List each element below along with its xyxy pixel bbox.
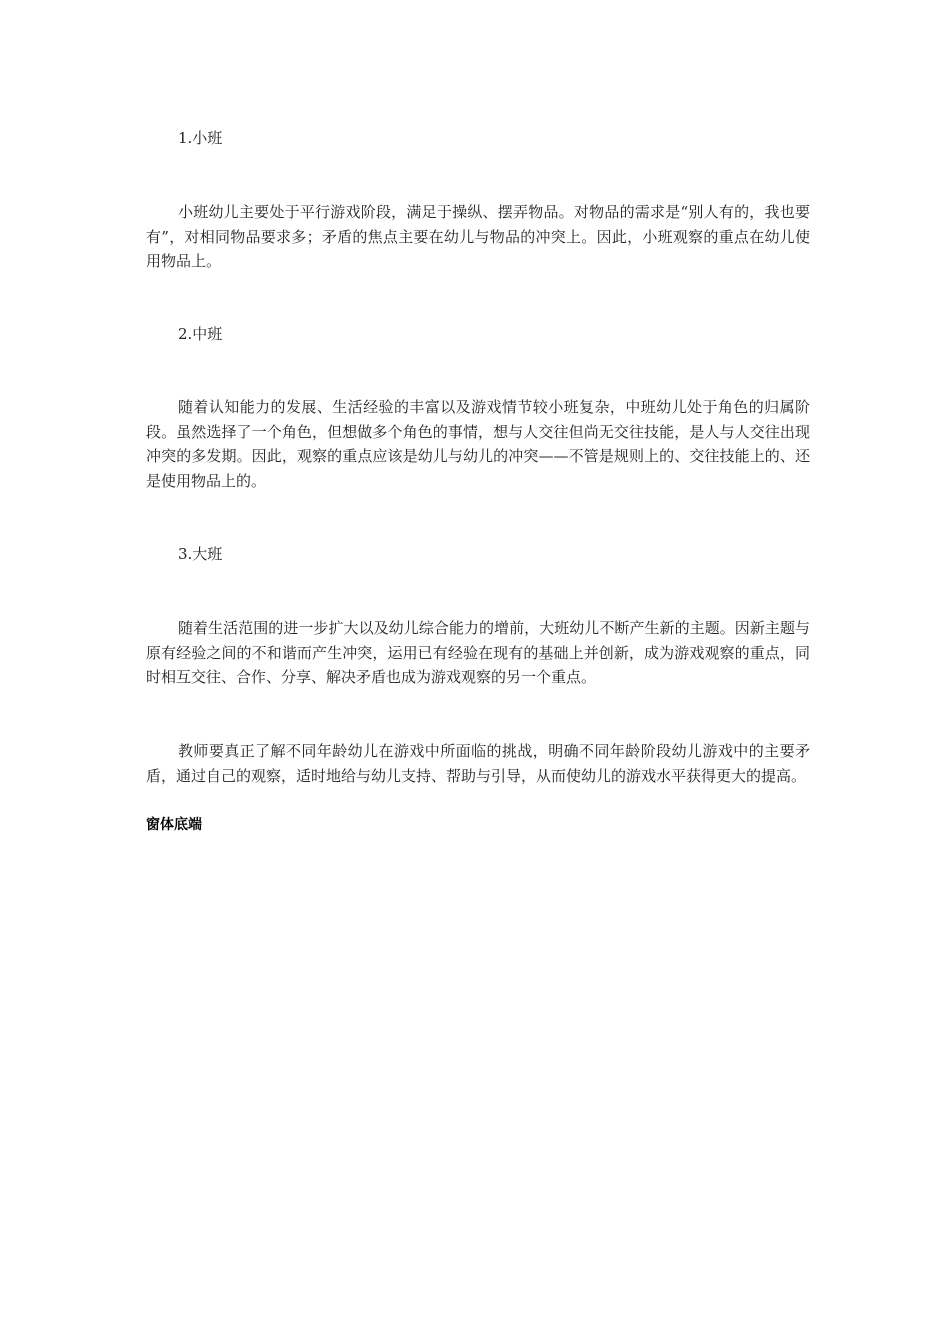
section-paragraph-middle-class: 随着认知能力的发展、生活经验的丰富以及游戏情节较小班复杂，中班幼儿处于角色的归属阶段。虽然选择了一个角色，但想做多个角色的事情，想与人交往但尚无交往技能，是人与人交往出现冲突的多发期。因此，观察的重点应该是幼儿与幼儿的冲突——不管是规则上的、交往技能上的、还是使用物品上的。 [146,398,810,490]
section-heading-big-class: 3.大班 [178,545,223,563]
section-heading-small-class: 1.小班 [178,129,223,147]
form-bottom-label: 窗体底端 [146,817,202,833]
section-paragraph-small-class: 小班幼儿主要处于平行游戏阶段，满足于操纵、摆弄物品。对物品的需求是“别人有的，我也要有”，对相同物品要求多；矛盾的焦点主要在幼儿与物品的冲突上。因此，小班观察的重点在幼儿使用物品上。 [146,203,810,270]
section-paragraph-big-class: 随着生活范围的进一步扩大以及幼儿综合能力的增前，大班幼儿不断产生新的主题。因新主题与原有经验之间的不和谐而产生冲突，运用已有经验在现有的基础上并创新，成为游戏观察的重点，同时相互交往、合作、分享、解决矛盾也成为游戏观察的另一个重点。 [146,619,810,686]
section-heading-middle-class: 2.中班 [178,325,223,343]
conclusion-paragraph: 教师要真正了解不同年龄幼儿在游戏中所面临的挑战，明确不同年龄阶段幼儿游戏中的主要矛盾，通过自己的观察，适时地给与幼儿支持、帮助与引导，从而使幼儿的游戏水平获得更大的提高。 [146,742,810,785]
